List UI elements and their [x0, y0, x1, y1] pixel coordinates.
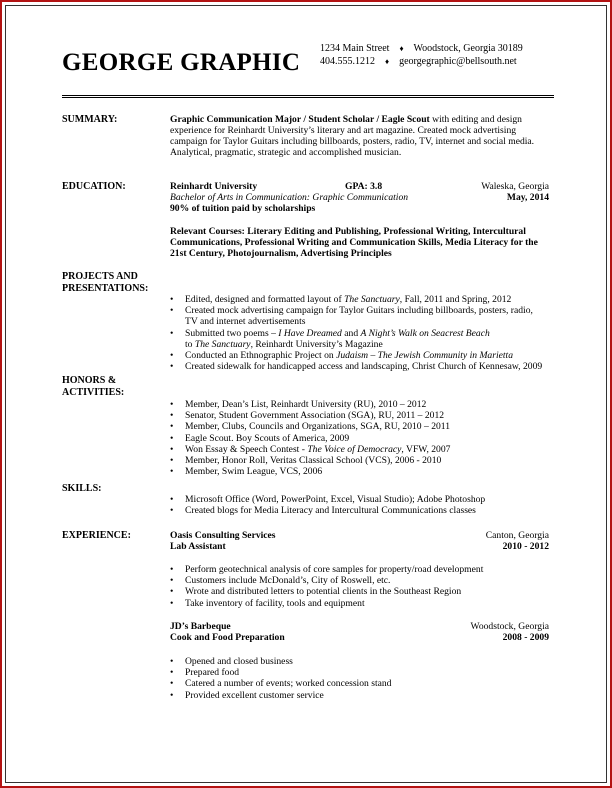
summary-line1-rest: with editing and design — [429, 114, 522, 125]
honors-label — [62, 375, 124, 399]
honors-label-line: HONORS & — [62, 375, 117, 386]
phone: 404.555.1212 — [320, 56, 375, 67]
honors-list — [170, 399, 450, 477]
resume-name: GEORGE GRAPHIC — [62, 49, 301, 76]
contact-line-phone — [320, 56, 517, 67]
school-name: Reinhardt University — [170, 181, 258, 192]
list-item: • Opened and closed business — [170, 656, 391, 667]
education-label: EDUCATION: — [62, 181, 126, 192]
list-item: • Wrote and distributed letters to potential clients in the Southeast Region — [170, 586, 483, 597]
diamond-separator-icon: ♦ — [385, 57, 390, 66]
list-item: • Created mock advertising campaign for Taylor Guitars including billboards, posters, radio, TV and internet advertisements — [170, 305, 542, 327]
projects-label — [62, 271, 148, 295]
skills-label: SKILLS: — [62, 483, 102, 494]
list-item: • Perform geotechnical analysis of core samples for property/road development — [170, 564, 483, 575]
list-item: • Conducted an Ethnographic Project on Judaism – The Jewish Community in Marietta — [170, 350, 542, 361]
list-item: • Member, Honor Roll, Veritas Classical School (VCS), 2006 - 2010 — [170, 455, 450, 466]
courses-line: 21st Century, Photojournalism, Advertising Principles — [170, 248, 392, 259]
summary-label: SUMMARY: — [62, 114, 118, 125]
job-location: Woodstock, Georgia — [470, 621, 549, 632]
list-item: • Member, Swim League, VCS, 2006 — [170, 466, 450, 477]
job2-duties-list — [170, 656, 391, 701]
contact-line-address — [320, 43, 523, 54]
projects-list — [170, 294, 542, 372]
skills-list — [170, 494, 485, 516]
header-divider — [62, 95, 554, 98]
list-item: • Created blogs for Media Literacy and Intercultural Communications classes — [170, 505, 485, 516]
list-item: • Submitted two poems – I Have Dreamed and A Night’s Walk on Seacrest Beach to The Sanctuary, Reinhardt University’s Magazine — [170, 328, 542, 350]
summary-line: experience for Reinhardt University’s literary and art magazine. Created mock advertising — [170, 125, 517, 136]
list-item: • Take inventory of facility, tools and equipment — [170, 598, 483, 609]
experience-label: EXPERIENCE: — [62, 530, 131, 541]
list-item: • Created sidewalk for handicapped access and landscaping, Christ Church of Kennesaw, 2009 — [170, 361, 542, 372]
school-location: Waleska, Georgia — [481, 181, 549, 192]
job-location: Canton, Georgia — [485, 530, 549, 541]
list-item: • Provided excellent customer service — [170, 690, 391, 701]
summary-line: campaign for Taylor Guitars including billboards, posters, radio, TV, internet and social media. — [170, 136, 535, 147]
job-dates: 2008 - 2009 — [502, 632, 549, 643]
list-item: • Senator, Student Government Association (SGA), RU, 2011 – 2012 — [170, 410, 450, 421]
job-dates: 2010 - 2012 — [502, 541, 549, 552]
list-item: • Edited, designed and formatted layout of The Sanctuary, Fall, 2011 and Spring, 2012 — [170, 294, 542, 305]
projects-label-line: PROJECTS AND — [62, 271, 138, 282]
summary-line: Analytical, pragmatic, strategic and accomplished musician. — [170, 147, 402, 158]
job-company: Oasis Consulting Services — [170, 530, 276, 541]
honors-label-line: ACTIVITIES: — [62, 387, 125, 398]
projects-label-line: PRESENTATIONS: — [62, 283, 149, 294]
city: Woodstock, Georgia 30189 — [413, 43, 523, 54]
list-item: • Eagle Scout. Boy Scouts of America, 2009 — [170, 433, 450, 444]
diamond-separator-icon: ♦ — [399, 44, 404, 53]
degree: Bachelor of Arts in Communication: Graphic Communication — [170, 192, 409, 203]
list-item: • Customers include McDonald’s, City of Roswell, etc. — [170, 575, 483, 586]
list-item: • Microsoft Office (Word, PowerPoint, Excel, Visual Studio); Adobe Photoshop — [170, 494, 485, 505]
job-company: JD’s Barbeque — [170, 621, 231, 632]
list-item: • Member, Dean’s List, Reinhardt University (RU), 2010 – 2012 — [170, 399, 450, 410]
email: georgegraphic@bellsouth.net — [399, 56, 517, 67]
summary-line — [170, 114, 522, 125]
list-item: • Prepared food — [170, 667, 391, 678]
list-item: • Won Essay & Speech Contest - The Voice of Democracy, VFW, 2007 — [170, 444, 450, 455]
list-item: • Catered a number of events; worked concession stand — [170, 678, 391, 689]
courses-line: Relevant Courses: Literary Editing and Publishing, Professional Writing, Intercultural — [170, 226, 526, 237]
scholarship-note: 90% of tuition paid by scholarships — [170, 203, 316, 214]
address: 1234 Main Street — [320, 43, 390, 54]
job1-duties-list — [170, 564, 483, 609]
gpa: GPA: 3.8 — [345, 181, 383, 192]
courses-line: Communications, Professional Writing and Communication Skills, Media Literacy for the — [170, 237, 538, 248]
summary-lead: Graphic Communication Major / Student Scholar / Eagle Scout — [170, 114, 430, 125]
job-title: Cook and Food Preparation — [170, 632, 285, 643]
job-title: Lab Assistant — [170, 541, 226, 552]
graduation-date: May, 2014 — [506, 192, 549, 203]
list-item: • Member, Clubs, Councils and Organizations, SGA, RU, 2010 – 2011 — [170, 421, 450, 432]
